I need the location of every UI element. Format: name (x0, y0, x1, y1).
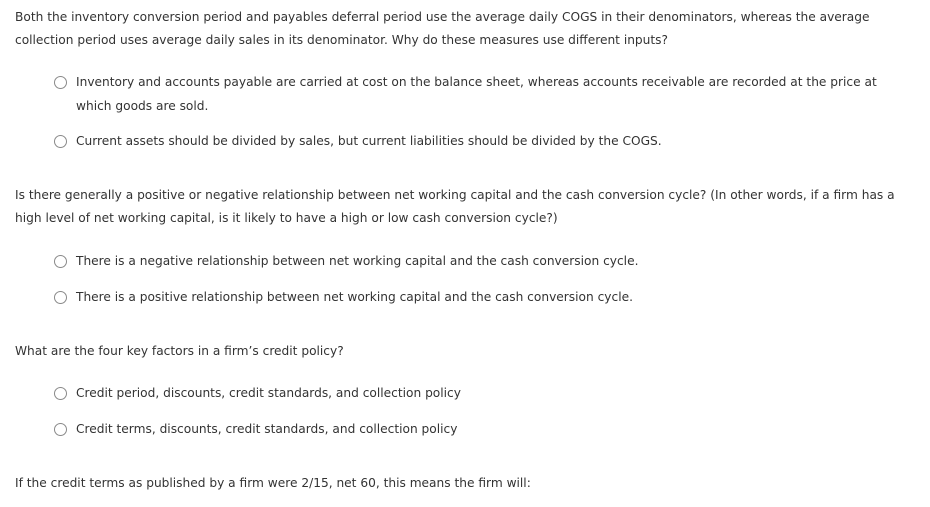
question-3-text: What are the four key factors in a firm’s credit policy? (15, 344, 344, 358)
radio-button[interactable] (54, 423, 67, 436)
question-1-text: Both the inventory conversion period and payables deferral period use the average daily COGS in their denominators, whereas the average collection period uses average daily sales in its denominator. Why do these measures use different inputs? (15, 10, 870, 47)
option-label: Credit terms, discounts, credit standards, and collection policy (76, 422, 458, 436)
radio-button[interactable] (54, 387, 67, 400)
radio-button[interactable] (54, 255, 67, 268)
radio-button[interactable] (54, 291, 67, 304)
question-4-text: If the credit terms as published by a firm were 2/15, net 60, this means the firm will: (15, 476, 531, 490)
radio-button[interactable] (54, 135, 67, 148)
option-label: Inventory and accounts payable are carried at cost on the balance sheet, whereas accounts receivable are recorded at the price at which goods are sold. (76, 75, 877, 113)
option-label: There is a positive relationship between net working capital and the cash conversion cycle. (76, 290, 633, 304)
option-label: Current assets should be divided by sales, but current liabilities should be divided by the COGS. (76, 134, 662, 148)
radio-button[interactable] (54, 76, 67, 89)
option-label: Credit period, discounts, credit standards, and collection policy (76, 386, 461, 400)
question-2-text: Is there generally a positive or negative relationship between net working capital and the cash conversion cycle? (In other words, if a firm has a high level of net working capital, is it likely to have a high or low cash conversion cycle?) (15, 188, 895, 225)
option-label: There is a negative relationship between net working capital and the cash conversion cycle. (76, 254, 639, 268)
